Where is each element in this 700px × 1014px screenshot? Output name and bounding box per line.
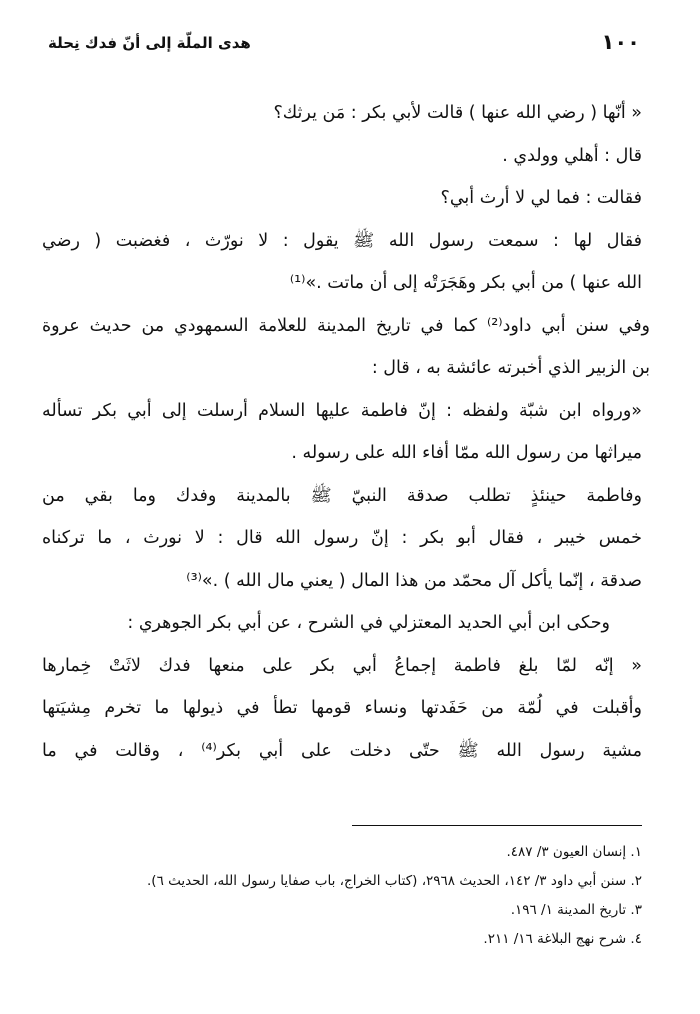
body-line: بن الزبير الذي أخبرته عائشة به ، قال : (371, 358, 650, 378)
body-text (42, 92, 650, 772)
running-title: هدى الملّة إلى أنّ فدك نِحلة (48, 34, 251, 52)
body-line: وفي سنن أبي داود⁽²⁾ كما في تاريخ المدينة للعلامة السمهودي من حديث عروة (42, 315, 650, 336)
body-line: وفاطمة حينئذٍ تطلب صدقة النبيّ ﷺ بالمدينة وفدك وما بقي من (42, 485, 642, 506)
body-line: « أنّها ( رضي الله عنها ) قالت لأبي بكر : مَن يرثك؟ (273, 103, 642, 123)
footnote-4: ٤. شرح نهج البلاغة ١٦/ ٢١١. (483, 931, 642, 947)
body-line: الله عنها ) من أبي بكر وهَجَرَتْه إلى أن ماتت .»⁽¹⁾ (289, 273, 642, 293)
body-line: قال : أهلي وولدي . (502, 145, 642, 166)
body-line: «ورواه ابن شبّة ولفظه : إنّ فاطمة عليها السلام أرسلت إلى أبي بكر تسأله (42, 400, 642, 421)
footnote-3: ٣. تاريخ المدينة ١/ ١٩٦. (510, 902, 642, 918)
footnote-2: ٢. سنن أبي داود ٣/ ١٤٢، الحديث ٢٩٦٨، (كتاب الخراج، باب صفايا رسول الله، الحديث ٦). (147, 873, 642, 889)
footnote-1: ١. إنسان العيون ٣/ ٤٨٧. (506, 844, 642, 860)
body-line: مشية رسول الله ﷺ حتّى دخلت على أبي بكر⁽⁴⁾ ، وقالت في ما (42, 740, 642, 761)
body-line: ميراثها من رسول الله ممّا أفاء الله على رسوله . (291, 443, 642, 463)
body-line: « إنّه لمّا بلغ فاطمة إجماعُ أبي بكر على منعها فدك لاثَتْ خِمارها (42, 655, 642, 676)
footnotes (42, 838, 642, 954)
footnote-divider (352, 825, 642, 826)
body-line: صدقة ، إنّما يأكل آل محمّد من هذا المال ( يعني مال الله ) .»⁽³⁾ (186, 570, 642, 591)
body-line: فقالت : فما لي لا أرث أبي؟ (440, 188, 642, 208)
body-line: خمس خيبر ، فقال أبو بكر : إنّ رسول الله قال : لا نورث ، ما تركناه (42, 528, 642, 548)
body-line: وأقبلت في لُمّة من حَفَدتها ونساء قومها تطأ في ذيولها ما تخرم مِشيَتها (42, 698, 642, 718)
body-line: فقال لها : سمعت رسول الله ﷺ يقول : لا نورّث ، فغضبت ( رضي (42, 230, 642, 251)
page-number: ١٠٠ (601, 30, 640, 54)
body-line: وحكى ابن أبي الحديد المعتزلي في الشرح ، عن أبي بكر الجوهري : (127, 613, 610, 633)
